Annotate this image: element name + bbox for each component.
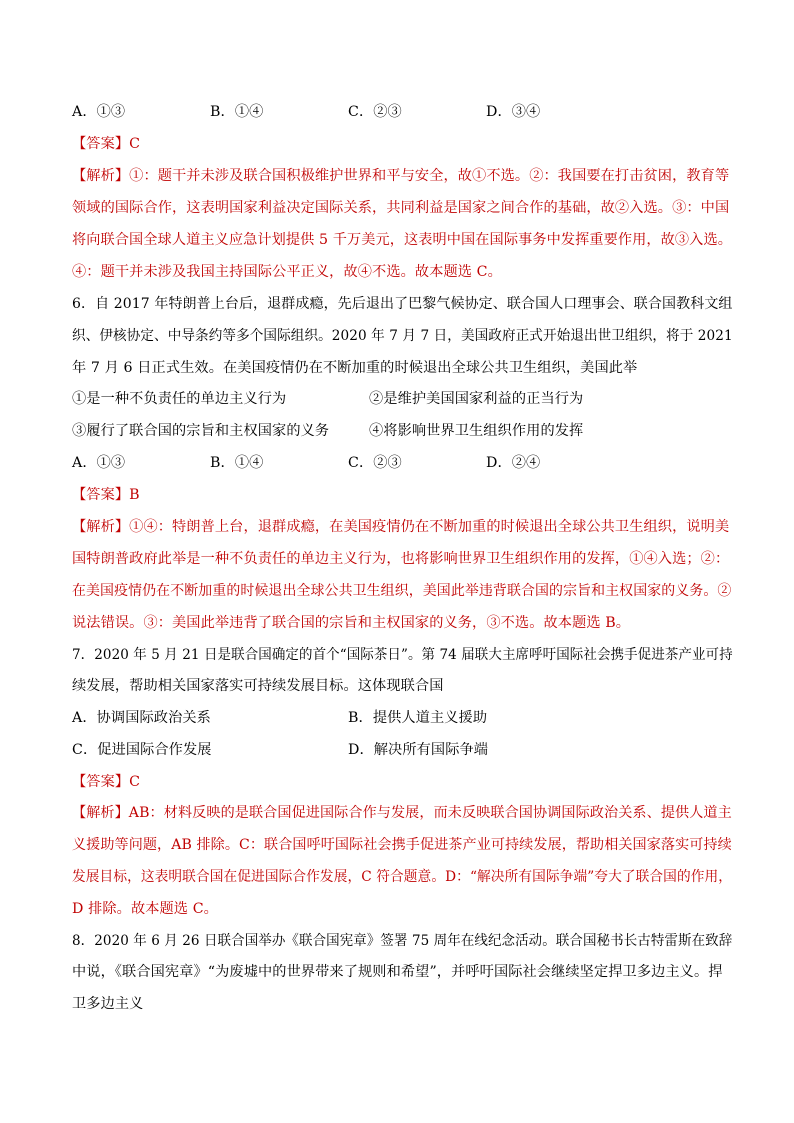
q8-stem-line: 中说，《联合国宪章》“为废墟中的世界带来了规则和希望”，并呼吁国际社会继续坚定捍卫多边主义。捍 [72, 964, 723, 980]
q7-stem-line: 续发展，帮助相关国家落实可持续发展目标。这体现联合国 [72, 678, 444, 694]
q6-statement-1: ①是一种不负责任的单边主义行为 [72, 391, 287, 407]
q5-answer: 【答案】C [72, 136, 141, 152]
q7-answer: 【答案】C [72, 774, 141, 790]
q8-stem-line: 8．2020 年 6 月 26 日联合国举办《联合国宪章》签署 75 周年在线纪念活动。联合国秘书长古特雷斯在致辞 [72, 933, 733, 949]
q7-analysis-line: D 排除。故本题选 C。 [72, 901, 218, 917]
q7-stem-line: 7．2020 年 5 月 21 日是联合国确定的首个“国际茶日”。第 74 届联大主席呼吁国际社会携手促进茶产业可持 [72, 647, 733, 663]
q6-option-a: A．①③ [72, 455, 126, 471]
q6-statement-4: ④将影响世界卫生组织作用的发挥 [369, 423, 584, 439]
q6-option-c: C．②③ [348, 455, 402, 471]
q8-stem-line: 卫多边主义 [72, 996, 144, 1012]
q7-analysis-line: 发展目标，这表明联合国在促进国际合作发展，C 符合题意。D：“解决所有国际争端”夸大了联合国的作用， [72, 869, 733, 885]
q5-option-b: B．①④ [210, 104, 264, 120]
q5-option-a: A．①③ [72, 104, 126, 120]
q7-analysis-line: 【解析】AB：材料反映的是联合国促进国际合作与发展，而未反映联合国协调国际政治关系、提供人道主 [72, 805, 732, 821]
q7-analysis-line: 义援助等问题，AB 排除。C：联合国呼吁国际社会携手促进茶产业可持续发展，帮助相关国家落实可持续 [72, 837, 732, 853]
q6-analysis-line: 【解析】①④：特朗普上台，退群成瘾，在美国疫情仍在不断加重的时候退出全球公共卫生组织，说明美 [72, 519, 730, 535]
q6-analysis-line: 国特朗普政府此举是一种不负责任的单边主义行为，也将影响世界卫生组织作用的发挥，①④入选；②： [72, 551, 730, 567]
q6-option-b: B．①④ [210, 455, 264, 471]
q7-option-a: A．协调国际政治关系 [72, 710, 211, 726]
q6-analysis-line: 说法错误。③：美国此举违背了联合国的宗旨和主权国家的义务，③不选。故本题选 B。 [72, 615, 631, 631]
q5-analysis-line: ④：题干并未涉及我国主持国际公平正义，故④不选。故本题选 C。 [72, 264, 502, 280]
q6-answer: 【答案】B [72, 487, 140, 503]
q7-option-c: C．促进国际合作发展 [72, 742, 212, 758]
q5-analysis-line: 将向联合国全球人道主义应急计划提供 5 千万美元，这表明中国在国际事务中发挥重要作用，故③入选。 [72, 232, 732, 248]
q6-stem-line: 6．自 2017 年特朗普上台后，退群成瘾，先后退出了巴黎气候协定、联合国人口理事会、联合国教科文组 [72, 296, 733, 312]
q5-option-c: C．②③ [348, 104, 402, 120]
q6-analysis-line: 在美国疫情仍在不断加重的时候退出全球公共卫生组织，美国此举违背联合国的宗旨和主权国家的义务。② [72, 583, 732, 599]
q6-statement-3: ③履行了联合国的宗旨和主权国家的义务 [72, 423, 330, 439]
q5-analysis-line: 【解析】①：题干并未涉及联合国积极维护世界和平与安全，故①不选。②：我国要在打击贫困，教育等 [72, 168, 730, 184]
q6-stem-line: 织、伊核协定、中导条约等多个国际组织。2020 年 7 月 7 日，美国政府正式开始退出世卫组织，将于 2021 [72, 328, 733, 344]
q6-statement-2: ②是维护美国国家利益的正当行为 [369, 391, 584, 407]
q7-option-d: D．解决所有国际争端 [348, 742, 489, 758]
q7-option-b: B．提供人道主义援助 [348, 710, 488, 726]
q6-stem-line: 年 7 月 6 日正式生效。在美国疫情仍在不断加重的时候退出全球公共卫生组织，美国此举 [72, 360, 638, 376]
q5-option-d: D．③④ [486, 104, 541, 120]
q5-analysis-line: 领域的国际合作，这表明国家利益决定国际关系，共同利益是国家之间合作的基础，故②入选。③：中国 [72, 200, 730, 216]
q6-option-d: D．②④ [486, 455, 541, 471]
